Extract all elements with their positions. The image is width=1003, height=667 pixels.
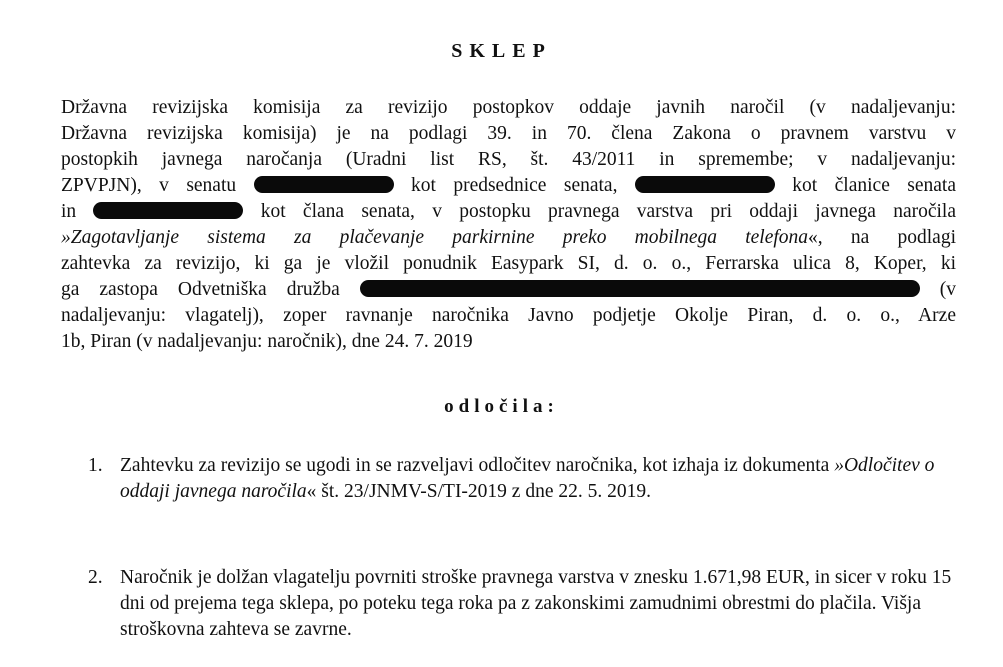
text-run: Naročnik je dolžan vlagatelju povrniti stroške pravnega varstva v znesku 1.671,98 EUR, in sicer v roku 15 dni od prejema tega sklepa, po poteku tega roka pa z zakonskimi zamudnimi obrestmi do plačila. Višja stroškovna zahteva se zavrne. (120, 567, 952, 640)
text-run: nadaljevanju: vlagatelj), zoper ravnanje naročnika Javno podjetje Okolje Piran, d. o. o., Arze (61, 305, 956, 326)
text-run: kot člana senata, v postopku pravnega varstva pri oddaji javnega naročila (243, 201, 956, 222)
paragraph-line (61, 329, 956, 355)
redaction-bar (93, 202, 243, 219)
text-run: ga zastopa Odvetniška družba (61, 279, 360, 300)
text-run: Zahtevku za revizijo se ugodi in se razveljavi odločitev naročnika, kot izhaja iz dokumenta (120, 455, 835, 476)
text-run: 1b, Piran (v nadaljevanju: naročnik), dne 24. 7. 2019 (61, 331, 473, 352)
paragraph-line (61, 173, 956, 199)
item-text (120, 453, 957, 505)
text-run: postopkih javnega naročanja (Uradni list RS, št. 43/2011 in spremembe; v nadaljevanju: (61, 149, 956, 170)
text-run: Državna revizijska komisija) je na podlagi 39. in 70. člena Zakona o pravnem varstvu v (61, 123, 956, 144)
item-number: 1. (88, 455, 103, 476)
text-run: kot predsednice senata, (393, 175, 635, 196)
redaction-bar (635, 176, 775, 193)
item-number: 2. (88, 567, 103, 588)
paragraph-line (61, 147, 956, 173)
text-run: «, na podlagi (808, 227, 956, 248)
text-run: zahtevka za revizijo, ki ga je vložil ponudnik Easypark SI, d. o. o., Ferrarska ulica 8, Koper, ki (61, 253, 956, 274)
italic-text: »Odločitev o oddaji javnega naročila (120, 455, 935, 502)
redaction-bar (360, 280, 920, 297)
text-run: Državna revizijska komisija za revizijo postopkov oddaje javnih naročil (v nadaljevanju: (61, 97, 956, 118)
paragraph-line (61, 225, 956, 251)
paragraph-line (61, 277, 956, 303)
paragraph-line (61, 199, 956, 225)
paragraph-line (61, 303, 956, 329)
decision-heading: odločila: (444, 396, 559, 417)
text-run: in (61, 201, 94, 222)
text-run: kot članice senata (774, 175, 956, 196)
paragraph-line (61, 251, 956, 277)
item-text (120, 565, 957, 643)
text-run: ZPVPJN), v senatu (61, 175, 254, 196)
text-run: (v (919, 279, 956, 300)
paragraph-line (61, 95, 956, 121)
redaction-bar (254, 176, 394, 193)
text-run: « št. 23/JNMV-S/TI-2019 z dne 22. 5. 2019. (306, 481, 651, 502)
paragraph-line (61, 121, 956, 147)
italic-text: »Zagotavljanje sistema za plačevanje parkirnine preko mobilnega telefona (61, 227, 809, 248)
intro-paragraph (61, 95, 956, 355)
document-title: SKLEP (451, 40, 552, 62)
